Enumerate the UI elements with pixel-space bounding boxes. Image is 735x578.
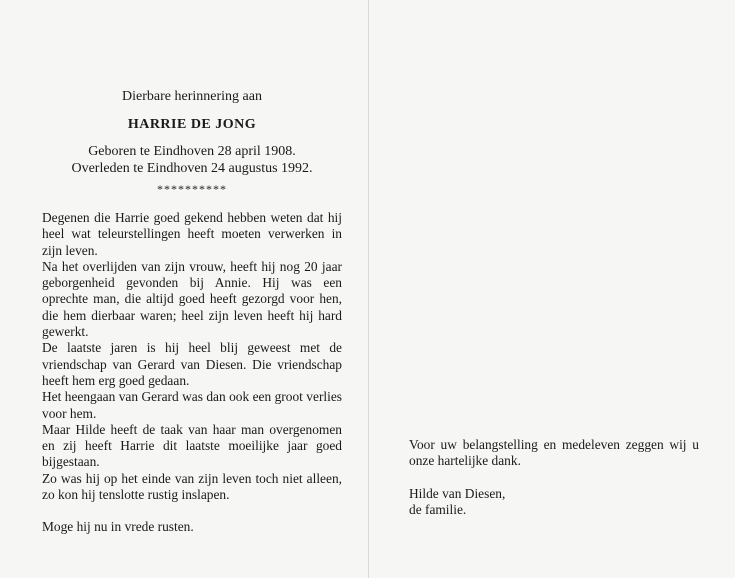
left-panel	[42, 88, 342, 536]
thanks-text: Voor uw belangstelling en medeleven zeggen wij u onze hartelijke dank.	[409, 437, 699, 469]
separator-stars: **********	[157, 182, 227, 196]
paragraph: Na het overlijden van zijn vrouw, heeft hij nog 20 jaar geborgenheid gevonden bij Annie. Hij was een oprechte man, die altijd goed heeft gezorgd voor hen, die hem dierbaar waren; heel zijn leven heeft hij hard gewerkt.	[42, 258, 342, 340]
birth-line: Geboren te Eindhoven 28 april 1908.	[88, 144, 296, 159]
paragraph: De laatste jaren is hij heel blij geweest met de vriendschap van Gerard van Diesen. Die vriendschap heeft hem erg goed gedaan.	[42, 340, 342, 388]
signature-line: de familie.	[409, 501, 467, 517]
card-fold-line	[368, 0, 369, 578]
closing-line: Moge hij nu in vrede rusten.	[42, 519, 194, 535]
paragraph: Zo was hij op het einde van zijn leven toch niet alleen, zo kon hij tenslotte rustig inslapen.	[42, 470, 342, 503]
memorial-text	[42, 210, 342, 536]
intro-text: Dierbare herinnering aan	[122, 89, 262, 104]
paragraph: Degenen die Harrie goed gekend hebben weten dat hij heel wat teleurstellingen heeft moeten verwerken in zijn leven.	[42, 210, 342, 258]
paragraph: Het heengaan van Gerard was dan ook een groot verlies voor hem.	[42, 389, 342, 421]
right-panel	[409, 437, 699, 518]
death-line: Overleden te Eindhoven 24 augustus 1992.	[71, 161, 313, 176]
paragraph: Maar Hilde heeft de taak van haar man overgenomen en zij heeft Harrie dit laatste moeilijke jaar goed bijgestaan.	[42, 421, 342, 470]
signature-line: Hilde van Diesen,	[409, 485, 506, 501]
deceased-name: HARRIE DE JONG	[127, 117, 257, 132]
